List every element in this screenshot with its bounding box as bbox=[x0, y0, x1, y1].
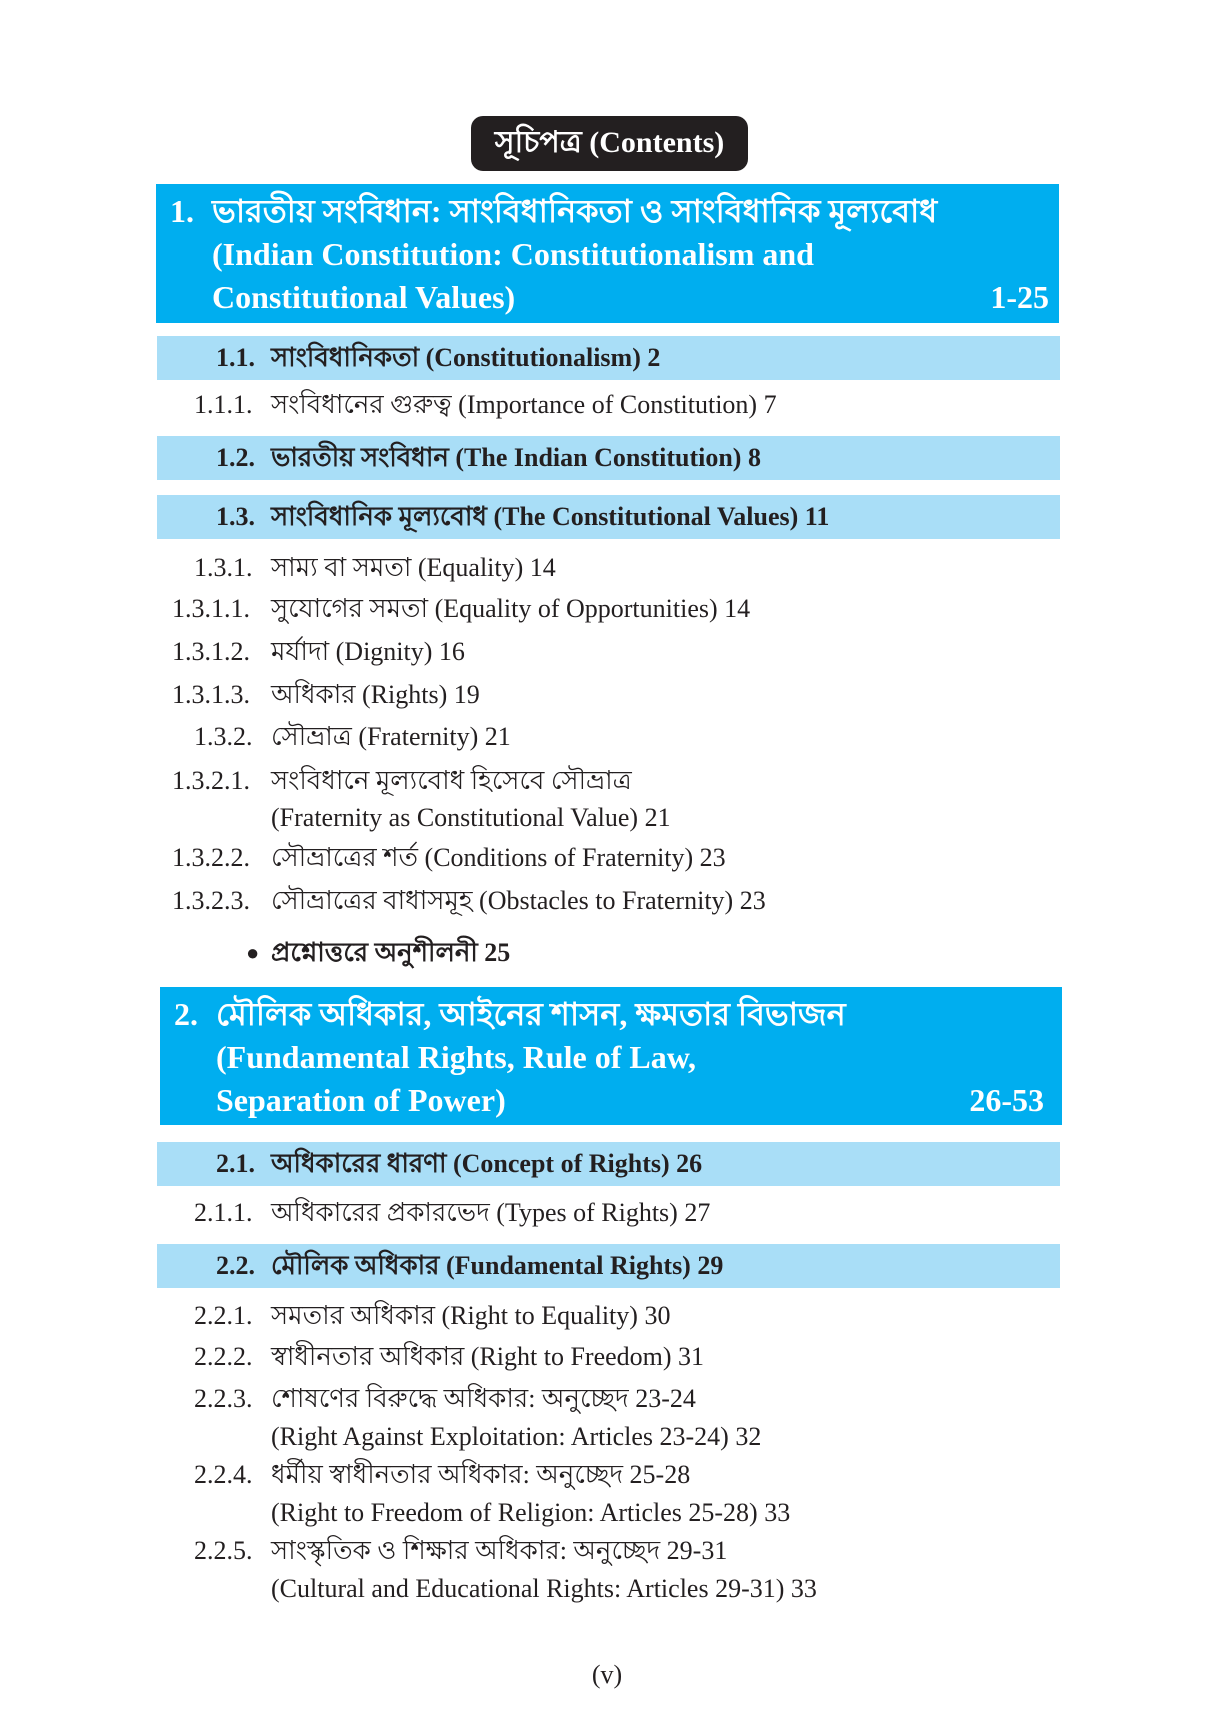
entry-title: সুযোগের সমতা (Equality of Opportunities) 14 bbox=[271, 594, 751, 623]
entry-number: 1.3.1. bbox=[194, 553, 253, 582]
entry-number: 1.1.1. bbox=[194, 390, 253, 419]
entry-title: শোষণের বিরুদ্ধে অধিকার: অনুচ্ছেদ 23-24 bbox=[271, 1384, 696, 1413]
entry-number: 2.2.3. bbox=[194, 1384, 253, 1413]
entry-title-english: (Fraternity as Constitutional Value) 21 bbox=[271, 803, 671, 832]
chapter-number: 1. bbox=[170, 193, 194, 229]
chapter-title-bengali: মৌলিক অধিকার, আইনের শাসন, ক্ষমতার বিভাজন bbox=[216, 996, 846, 1032]
entry-number: 2.2.1. bbox=[194, 1301, 253, 1330]
page-number: (v) bbox=[591, 1660, 623, 1689]
chapter-2-header[interactable] bbox=[160, 987, 1062, 1125]
section-number: 1.1. bbox=[216, 343, 255, 372]
entry-number: 1.3.1.3. bbox=[172, 680, 250, 709]
chapter-title-english-cont: Constitutional Values) bbox=[212, 279, 516, 315]
entry-number: 1.3.1.2. bbox=[172, 637, 250, 666]
section-title: মৌলিক অধিকার (Fundamental Rights) 29 bbox=[271, 1251, 724, 1280]
entry-title: ধর্মীয় স্বাধীনতার অধিকার: অনুচ্ছেদ 25-28 bbox=[271, 1460, 691, 1489]
entry-number: 2.2.5. bbox=[194, 1536, 253, 1565]
section-number: 2.1. bbox=[216, 1149, 255, 1178]
entry-title: অধিকার (Rights) 19 bbox=[271, 680, 480, 709]
entry-title: সংবিধানে মূল্যবোধ হিসেবে সৌভ্রাত্র bbox=[271, 766, 632, 795]
entry-title: সৌভ্রাত্র (Fraternity) 21 bbox=[271, 722, 511, 751]
entry-title-english: (Cultural and Educational Rights: Articles 29-31) 33 bbox=[271, 1574, 817, 1603]
chapter-title-english-cont: Separation of Power) bbox=[216, 1082, 506, 1118]
entry-title: মর্যাদা (Dignity) 16 bbox=[271, 637, 465, 666]
section-1-2[interactable] bbox=[157, 436, 1060, 480]
section-1-3[interactable] bbox=[157, 495, 1060, 539]
section-2-1[interactable] bbox=[157, 1142, 1060, 1186]
section-number: 1.2. bbox=[216, 443, 255, 472]
entry-number: 1.3.2. bbox=[194, 722, 253, 751]
chapter-number: 2. bbox=[174, 996, 198, 1032]
section-title: সাংবিধানিকতা (Constitutionalism) 2 bbox=[271, 343, 661, 372]
section-title: অধিকারের ধারণা (Concept of Rights) 26 bbox=[271, 1149, 703, 1178]
section-title: ভারতীয় সংবিধান (The Indian Constitution) 8 bbox=[271, 443, 761, 472]
entry-title-english: (Right Against Exploitation: Articles 23-24) 32 bbox=[271, 1422, 762, 1451]
entry-number: 2.1.1. bbox=[194, 1198, 253, 1227]
entry-number: 1.3.2.2. bbox=[172, 843, 250, 872]
section-1-1[interactable] bbox=[157, 336, 1060, 380]
entry-number: 1.3.2.3. bbox=[172, 886, 250, 915]
bullet-icon: ● bbox=[246, 940, 260, 965]
chapter-pages: 1-25 bbox=[990, 279, 1049, 315]
entry-title: সমতার অধিকার (Right to Equality) 30 bbox=[271, 1301, 671, 1330]
entry-title: সংবিধানের গুরুত্ব (Importance of Constitution) 7 bbox=[271, 390, 777, 419]
entry-number: 1.3.2.1. bbox=[172, 766, 250, 795]
entry-title: প্রশ্নোত্তরে অনুশীলনী 25 bbox=[271, 938, 511, 967]
entry-title-english: (Right to Freedom of Religion: Articles 25-28) 33 bbox=[271, 1498, 791, 1527]
chapter-title-bengali: ভারতীয় সংবিধান: সাংবিধানিকতা ও সাংবিধানিক মূল্যবোধ bbox=[212, 193, 938, 229]
entry-title: স্বাধীনতার অধিকার (Right to Freedom) 31 bbox=[271, 1342, 705, 1371]
entry-title: অধিকারের প্রকারভেদ (Types of Rights) 27 bbox=[271, 1198, 711, 1227]
section-title: সাংবিধানিক মূল্যবোধ (The Constitutional Values) 11 bbox=[271, 502, 830, 531]
chapter-title-english: (Indian Constitution: Constitutionalism and bbox=[212, 236, 814, 272]
entry-title: সৌভ্রাত্রের শর্ত (Conditions of Fraternity) 23 bbox=[271, 843, 726, 872]
section-number: 1.3. bbox=[216, 502, 255, 531]
chapter-1-header[interactable] bbox=[156, 184, 1059, 323]
chapter-title-english: (Fundamental Rights, Rule of Law, bbox=[216, 1039, 697, 1075]
page-title: সূচিপত্র (Contents) bbox=[471, 116, 748, 171]
entry-title: সৌভ্রাত্রের বাধাসমূহ (Obstacles to Fraternity) 23 bbox=[271, 886, 766, 915]
entry-title: সাম্য বা সমতা (Equality) 14 bbox=[271, 553, 556, 582]
entry-number: 2.2.4. bbox=[194, 1460, 253, 1489]
entry-number: 1.3.1.1. bbox=[172, 594, 250, 623]
chapter-pages: 26-53 bbox=[969, 1082, 1044, 1118]
section-number: 2.2. bbox=[216, 1251, 255, 1280]
entry-title: সাংস্কৃতিক ও শিক্ষার অধিকার: অনুচ্ছেদ 29-31 bbox=[271, 1536, 728, 1565]
entry-number: 2.2.2. bbox=[194, 1342, 253, 1371]
section-2-2[interactable] bbox=[157, 1244, 1060, 1288]
